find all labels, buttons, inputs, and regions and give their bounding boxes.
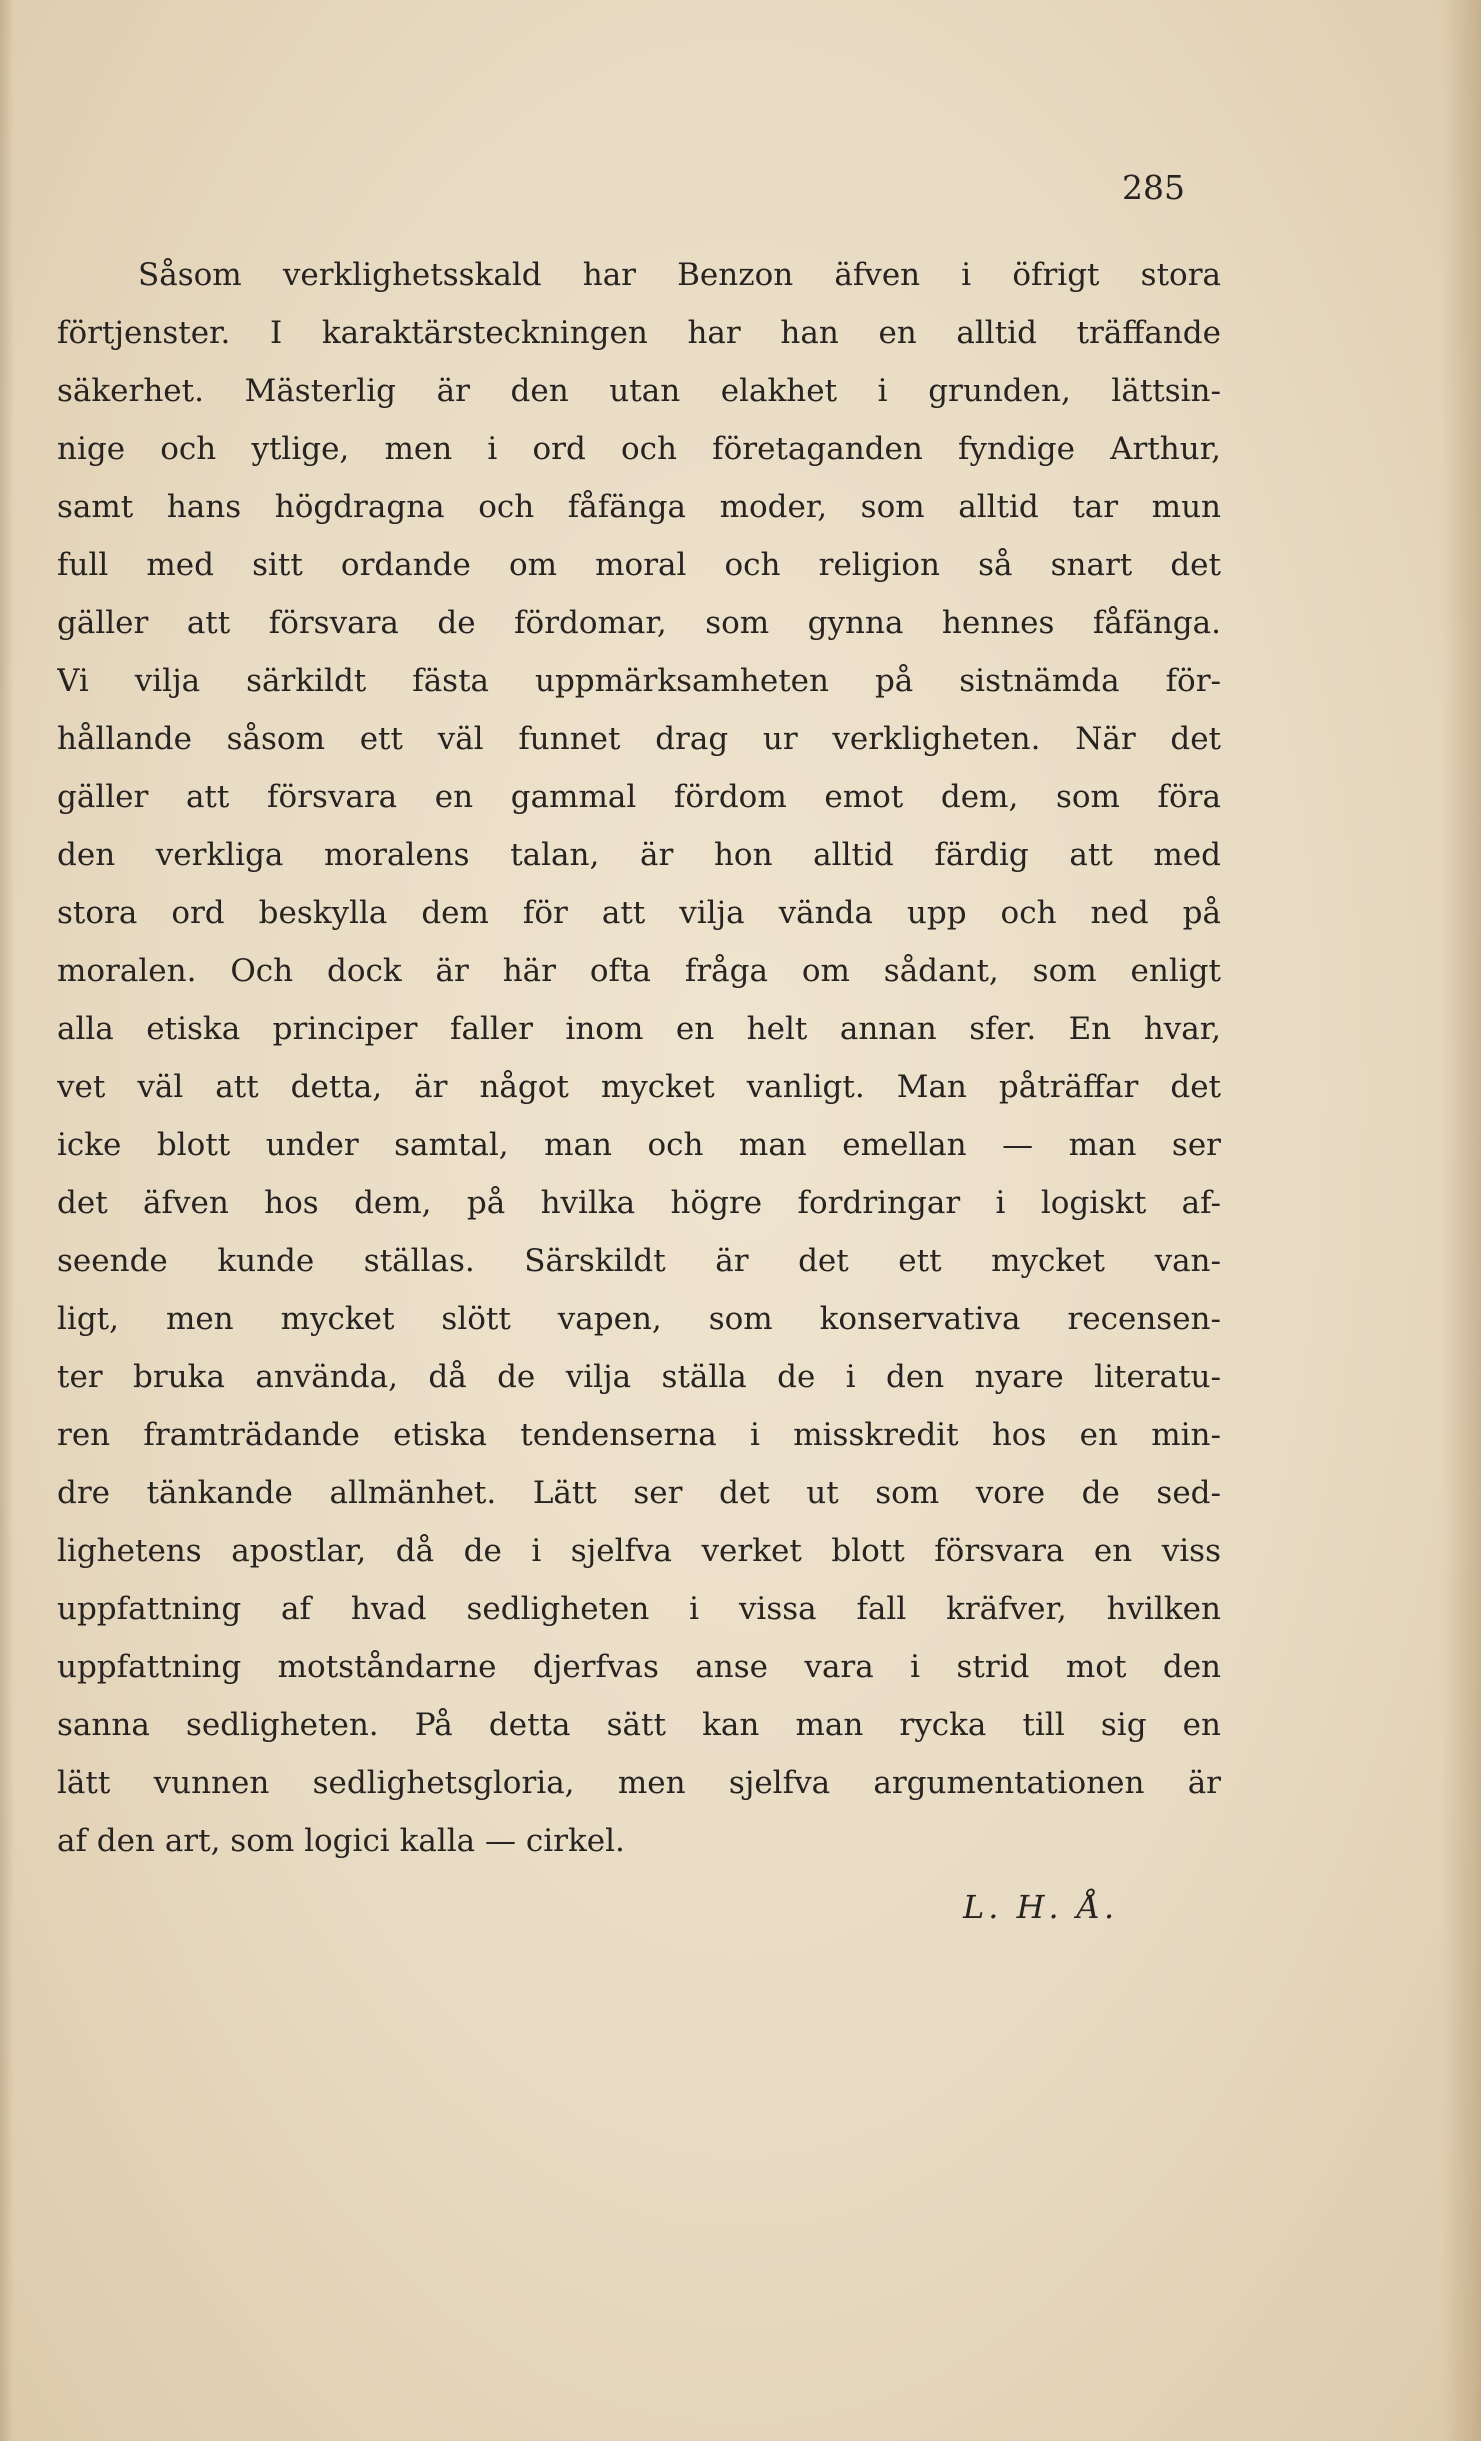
- text-line: förtjenster. I karaktärsteckningen har han en alltid träffande: [57, 315, 1221, 351]
- page-left-edge-shadow: [0, 0, 14, 2441]
- text-line: sanna sedligheten. På detta sätt kan man rycka till sig en: [57, 1707, 1221, 1743]
- text-line: hållande såsom ett väl funnet drag ur verkligheten. När det: [57, 721, 1221, 757]
- text-line: stora ord beskylla dem för att vilja vända upp och ned på: [57, 895, 1221, 931]
- text-line: uppfattning motståndarne djerfvas anse vara i strid mot den: [57, 1649, 1221, 1685]
- text-line: af den art, som logici kalla — cirkel.: [57, 1823, 625, 1859]
- text-line: seende kunde ställas. Särskildt är det ett mycket van-: [57, 1243, 1221, 1279]
- text-line: gäller att försvara en gammal fördom emot dem, som föra: [57, 779, 1221, 815]
- author-signature: L. H. Å.: [963, 1888, 1119, 1926]
- text-line: den verkliga moralens talan, är hon alltid färdig att med: [57, 837, 1221, 873]
- text-line: lighetens apostlar, då de i sjelfva verket blott försvara en viss: [57, 1533, 1221, 1569]
- text-line: ligt, men mycket slött vapen, som konservativa recensen-: [57, 1301, 1221, 1337]
- page-right-edge-shadow: [1441, 0, 1481, 2441]
- text-line: alla etiska principer faller inom en helt annan sfer. En hvar,: [57, 1011, 1221, 1047]
- text-line: full med sitt ordande om moral och religion så snart det: [57, 547, 1221, 583]
- page-number: 285: [1122, 168, 1185, 207]
- text-line: moralen. Och dock är här ofta fråga om sådant, som enligt: [57, 953, 1221, 989]
- text-line: lätt vunnen sedlighetsgloria, men sjelfva argumentationen är: [57, 1765, 1221, 1801]
- text-line: dre tänkande allmänhet. Lätt ser det ut som vore de sed-: [57, 1475, 1221, 1511]
- text-line: icke blott under samtal, man och man emellan — man ser: [57, 1127, 1221, 1163]
- text-line: Såsom verklighetsskald har Benzon äfven i öfrigt stora: [138, 257, 1221, 293]
- text-line: ren framträdande etiska tendenserna i misskredit hos en min-: [57, 1417, 1221, 1453]
- text-line: det äfven hos dem, på hvilka högre fordringar i logiskt af-: [57, 1185, 1221, 1221]
- text-line: vet väl att detta, är något mycket vanligt. Man påträffar det: [57, 1069, 1221, 1105]
- text-line: säkerhet. Mästerlig är den utan elakhet i grunden, lättsin-: [57, 373, 1221, 409]
- text-line: Vi vilja särkildt fästa uppmärksamheten på sistnämda för-: [57, 663, 1221, 699]
- text-line: nige och ytlige, men i ord och företaganden fyndige Arthur,: [57, 431, 1221, 467]
- text-line: ter bruka använda, då de vilja ställa de i den nyare literatu-: [57, 1359, 1221, 1395]
- body-paragraph: [57, 246, 1221, 1870]
- text-line: samt hans högdragna och fåfänga moder, som alltid tar mun: [57, 489, 1221, 525]
- text-line: uppfattning af hvad sedligheten i vissa fall kräfver, hvilken: [57, 1591, 1221, 1627]
- text-line: gäller att försvara de fördomar, som gynna hennes fåfänga.: [57, 605, 1221, 641]
